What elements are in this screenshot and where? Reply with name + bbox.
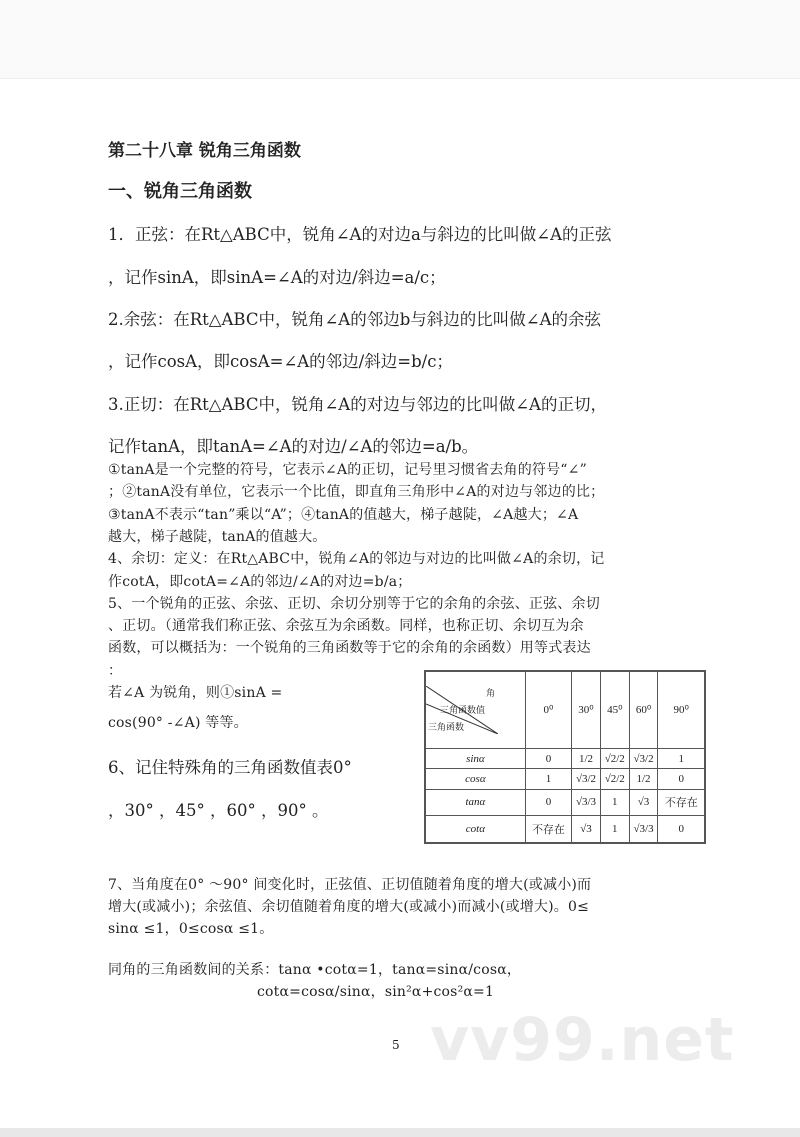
table-row <box>425 816 705 843</box>
value-cell: 不存在 <box>658 789 705 816</box>
chapter-title: 第二十八章 锐角三角函数 <box>108 141 301 161</box>
table-row <box>425 748 705 768</box>
value-cell: 不存在 <box>525 816 571 843</box>
bottom-edge <box>0 1128 800 1137</box>
value-cell: 0 <box>525 789 571 816</box>
angle-header: 45⁰ <box>600 671 629 748</box>
relation-line-2: cotα=cosα/sinα，sin²α+cos²α=1 <box>257 984 495 1000</box>
function-name: cotα <box>425 816 525 843</box>
value-cell: √3/2 <box>572 769 601 789</box>
value-cell: 0 <box>525 748 571 768</box>
value-cell: 1 <box>600 789 629 816</box>
left-text-line: cos(90° -∠A) 等等。 <box>108 715 248 731</box>
value-cell: 1 <box>600 816 629 843</box>
value-cell: 0 <box>658 769 705 789</box>
definition-line: 3.正切：在Rt△ABC中，锐角∠A的对边与邻边的比叫做∠A的正切， <box>108 395 607 414</box>
table-header-row <box>425 671 705 748</box>
top-margin <box>0 0 800 79</box>
value-cell: 1 <box>525 769 571 789</box>
value-cell: √3/2 <box>629 748 658 768</box>
note-line: ①tanA是一个完整的符号，它表示∠A的正切，记号里习惯省去角的符号“∠” <box>108 462 587 478</box>
angle-header: 60⁰ <box>629 671 658 748</box>
corner-cell <box>425 671 525 748</box>
note-line: ： <box>108 662 123 679</box>
note-line: 5、一个锐角的正弦、余弦、正切、余切分别等于它的余角的余弦、正弦、余切 <box>108 595 600 612</box>
page-number: 5 <box>392 1038 400 1052</box>
value-cell: √2/2 <box>600 769 629 789</box>
value-cell: 1/2 <box>629 769 658 789</box>
note-line: ；②tanA没有单位，它表示一个比值，即直角三角形中∠A的对边与邻边的比； <box>108 484 605 501</box>
watermark: vv99.net <box>430 1005 735 1075</box>
definition-line: ，记作cosA，即cosA=∠A的邻边/斜边=b/c； <box>108 352 453 371</box>
value-cell: √3 <box>629 789 658 816</box>
value-cell: √3/3 <box>572 789 601 816</box>
corner-angle-label: 角 <box>485 687 495 698</box>
angle-header: 0⁰ <box>525 671 571 748</box>
note-line: 4、余切：定义：在Rt△ABC中，锐角∠A的邻边与对边的比叫做∠A的余切，记 <box>108 551 605 568</box>
value-cell: 0 <box>658 816 705 843</box>
definition-line: 2.余弦：在Rt△ABC中，锐角∠A的邻边b与斜边的比叫做∠A的余弦 <box>108 310 602 329</box>
left-text-line: ，30° ，45° ，60° ，90° 。 <box>108 801 329 820</box>
left-text-line: 若∠A 为锐角，则①sinA = <box>108 685 283 701</box>
trig-values-table <box>424 670 706 844</box>
value-cell: √3 <box>572 816 601 843</box>
function-name: tanα <box>425 789 525 816</box>
note-line: 、正切。（通常我们称正弦、余弦互为余函数。同样，也称正切、余切互为余 <box>108 618 584 635</box>
value-cell: √3/3 <box>629 816 658 843</box>
section-title: 一、锐角三角函数 <box>108 181 252 202</box>
item7-line: sinα ≤1，0≤cosα ≤1。 <box>108 921 274 937</box>
definition-line: ，记作sinA，即sinA=∠A的对边/斜边=a/c； <box>108 268 446 287</box>
corner-function-label: 三角函数 <box>428 721 465 732</box>
item7-line: 增大(或减小)；余弦值、余切值随着角度的增大(或减小)而减小(或增大)。0≤ <box>108 899 590 915</box>
table-row <box>425 769 705 789</box>
corner-value-label: 三角函数值 <box>440 704 486 715</box>
value-cell: √2/2 <box>600 748 629 768</box>
angle-header: 30⁰ <box>572 671 601 748</box>
item7-line: 7、当角度在0° ～90° 间变化时，正弦值、正切值随着角度的增大(或减小)而 <box>108 877 592 893</box>
definition-line: 记作tanA，即tanA=∠A的对边/∠A的邻边=a/b。 <box>108 437 479 456</box>
left-text-line: 6、记住特殊角的三角函数值表0° <box>108 758 352 777</box>
value-cell: 1 <box>658 748 705 768</box>
table-row <box>425 789 705 816</box>
angle-header: 90⁰ <box>658 671 705 748</box>
note-line: 越大，梯子越陡，tanA的值越大。 <box>108 528 327 545</box>
function-name: sinα <box>425 748 525 768</box>
note-line: 作cotA，即cotA=∠A的邻边/∠A的对边=b/a； <box>108 573 412 590</box>
value-cell: 1/2 <box>572 748 601 768</box>
relation-line-1: 同角的三角函数间的关系：tanα •cotα=1，tanα=sinα/cosα， <box>108 962 522 978</box>
note-line: 函数，可以概括为：一个锐角的三角函数等于它的余角的余函数）用等式表达 <box>108 640 591 657</box>
note-line: ③tanA不表示“tan”乘以“A”；④tanA的值越大，梯子越陡，∠A越大；∠A <box>108 506 579 523</box>
function-name: cosα <box>425 769 525 789</box>
definition-line: 1．正弦：在Rt△ABC中，锐角∠A的对边a与斜边的比叫做∠A的正弦 <box>108 225 612 244</box>
